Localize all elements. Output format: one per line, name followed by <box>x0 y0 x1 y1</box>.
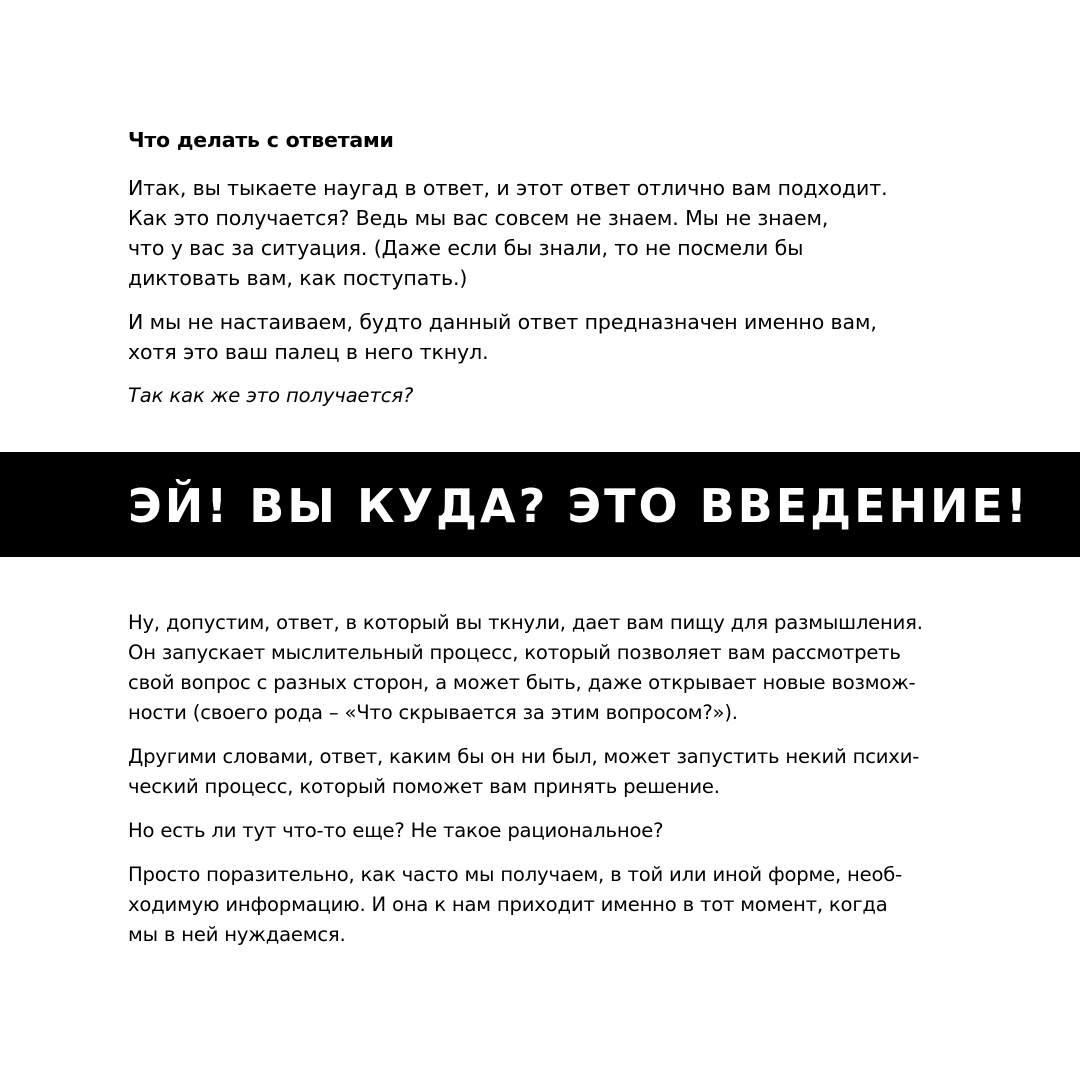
text-line: Просто поразительно, как часто мы получаем, в той или иной форме, необ- <box>128 863 903 886</box>
text-line: диктовать вам, как поступать.) <box>128 266 468 290</box>
section-banner <box>0 452 1080 557</box>
text-line: Ну, допустим, ответ, в который вы ткнули, дает вам пищу для размышления. <box>128 611 923 634</box>
text-line: Итак, вы тыкаете наугад в ответ, и этот ответ отлично вам подходит. <box>128 176 888 200</box>
text-line: Но есть ли тут что-то еще? Не такое рациональное? <box>128 819 664 842</box>
bottom-section <box>128 608 1048 964</box>
text-line: что у вас за ситуация. (Даже если бы знали, то не посмели бы <box>128 236 804 260</box>
paragraph <box>128 307 1028 367</box>
text-line: И мы не настаиваем, будто данный ответ предназначен именно вам, <box>128 310 877 334</box>
paragraph <box>128 608 1048 728</box>
paragraph <box>128 173 1028 293</box>
italic-question: Так как же это получается? <box>128 384 414 407</box>
paragraph <box>128 816 1048 846</box>
text-line: Другими словами, ответ, каким бы он ни был, может запустить некий психи- <box>128 745 920 768</box>
text-line: ческий процесс, который поможет вам принять решение. <box>128 775 720 798</box>
section-heading: Что делать с ответами <box>128 128 394 152</box>
banner-title: ЭЙ! ВЫ КУДА? ЭТО ВВЕДЕНИЕ! <box>128 479 1030 533</box>
paragraph <box>128 860 1048 950</box>
text-line: ности (своего рода – «Что скрывается за этим вопросом?»). <box>128 701 738 724</box>
text-line: свой вопрос с разных сторон, а может быть, даже открывает новые возмож- <box>128 671 916 694</box>
text-line: ходимую информацию. И она к нам приходит именно в тот момент, когда <box>128 893 888 916</box>
top-section <box>128 125 1028 425</box>
text-line: Он запускает мыслительный процесс, который позволяет вам рассмотреть <box>128 641 901 664</box>
text-line: Как это получается? Ведь мы вас совсем не знаем. Мы не знаем, <box>128 206 829 230</box>
text-line: хотя это ваш палец в него ткнул. <box>128 340 489 364</box>
paragraph <box>128 742 1048 802</box>
text-line: мы в ней нуждаемся. <box>128 923 346 946</box>
